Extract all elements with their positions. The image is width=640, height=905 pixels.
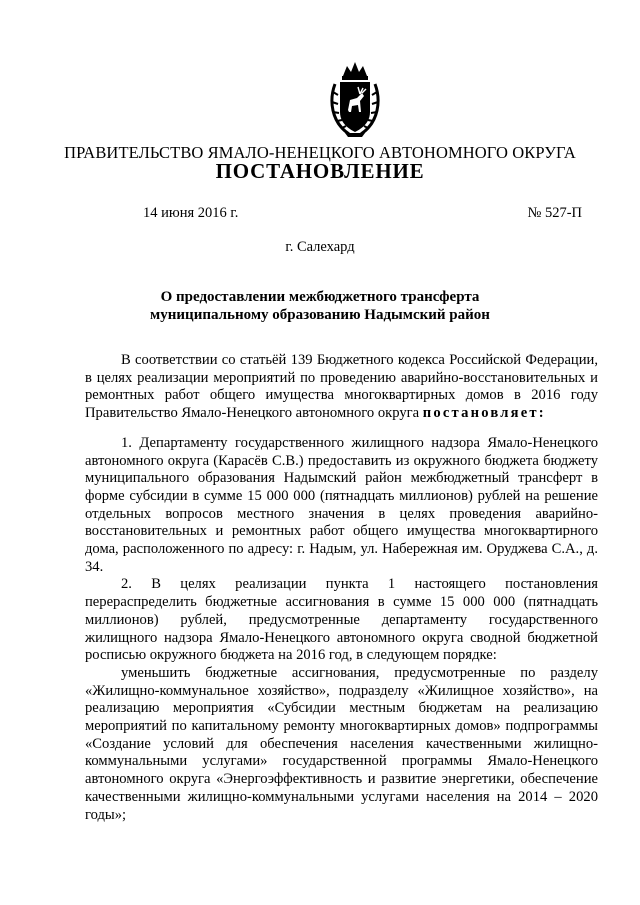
preamble-paragraph: [85, 352, 598, 423]
document-body: [85, 352, 598, 824]
document-date: 14 июня 2016 г.: [143, 205, 239, 221]
document-subject: [0, 288, 640, 324]
resolves-word: постановляет:: [422, 405, 546, 422]
document-number: № 527-П: [527, 205, 582, 221]
document-type-title: ПОСТАНОВЛЕНИЕ: [215, 159, 425, 183]
item-2-paragraph: 2. В целях реализации пункта 1 настоящего постановления перераспределить бюджетные ассигнования в сумме 15 000 000 (пятнадцать миллионов) рублей, предусмотренные департаменту государственного жилищного надзора Ямало-Ненецкого автономного округа сводной бюджетной росписью окружного бюджета на 2016 год, в следующем порядке:: [85, 576, 598, 664]
preamble-text: В соответствии со статьёй 139 Бюджетного кодекса Российской Федерации, в целях реализации мероприятий по проведению аварийно-восстановительных и ремонтных работ общего имущества многоквартирных домов в 2016 году Правительство Ямало-Ненецкого автономного округа: [85, 352, 598, 422]
item-2-subparagraph: уменьшить бюджетные ассигнования, предусмотренные по разделу «Жилищно-коммунальное хозяйство», подразделу «Жилищное хозяйство», на реализацию мероприятия «Субсидии местным бюджетам на реализацию мероприятий по капитальному ремонту многоквартирных домов» подпрограммы «Создание условий для обеспечения населения качественными жилищно-коммунальными услугами» государственной программы Ямало-Ненецкого автономного округа «Энергоэффективность и развитие энергетики, обеспечение качественными жилищно-коммунальными услугами населения на 2014 – 2020 годы»;: [85, 664, 598, 823]
document-city: г. Салехард: [285, 239, 355, 255]
subject-line-2: муниципальному образованию Надымский район: [150, 307, 490, 323]
subject-line-1: О предоставлении межбюджетного трансферта: [160, 289, 480, 305]
government-name: ПРАВИТЕЛЬСТВО ЯМАЛО-НЕНЕЦКОГО АВТОНОМНОГО ОКРУГА: [64, 143, 576, 162]
coat-of-arms-icon: [329, 60, 381, 140]
item-1-paragraph: 1. Департаменту государственного жилищного надзора Ямало-Ненецкого автономного округа (Карасёв С.В.) предоставить из окружного бюджета бюджету муниципального образования Надымский район межбюджетный трансферт в форме субсидии в сумме 15 000 000 (пятнадцать миллионов) рублей на решение отдельных вопросов местного значения в целях проведения аварийно-восстановительных и ремонтных работ общего имущества многоквартирного дома, расположенного по адресу: г. Надым, ул. Набережная им. Оруджева С.А., д. 34.: [85, 434, 598, 575]
